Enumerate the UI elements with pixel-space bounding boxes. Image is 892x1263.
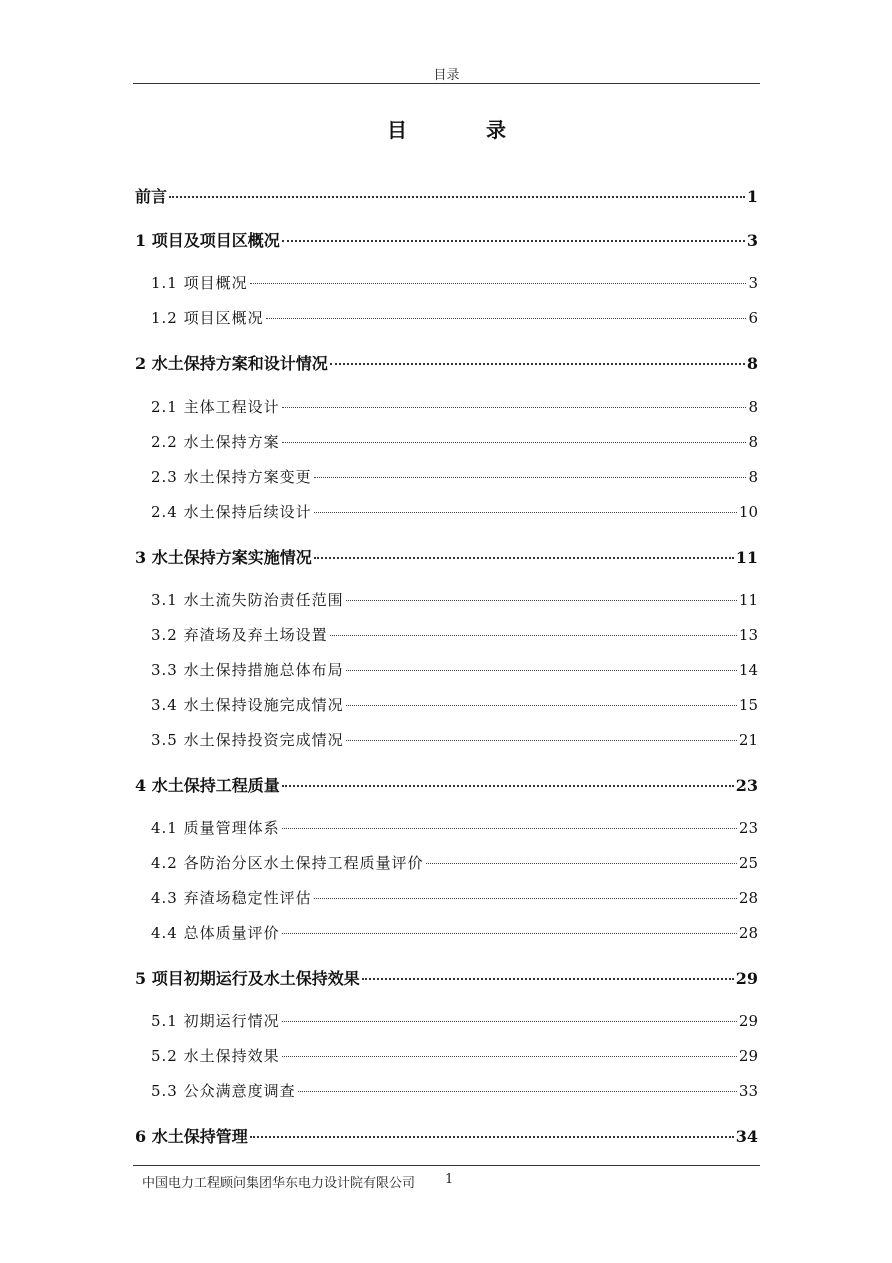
toc-entry-page-number: 8	[748, 433, 758, 451]
toc-dot-leader	[169, 195, 745, 198]
toc-dot-leader	[282, 406, 747, 408]
toc-entry-page-number: 34	[735, 1127, 758, 1146]
toc-dot-leader	[282, 239, 745, 242]
toc-dot-leader	[282, 784, 734, 787]
toc-entry-label: 4.4 总体质量评价	[151, 924, 280, 942]
toc-entry-label: 5 项目初期运行及水土保持效果	[135, 969, 360, 988]
toc-dot-leader	[282, 441, 747, 443]
toc-entry-page-number: 21	[738, 731, 758, 749]
toc-section-entry[interactable]	[151, 272, 758, 293]
toc-entry-label: 3.5 水土保持投资完成情况	[151, 731, 344, 749]
toc-section-entry[interactable]	[151, 659, 758, 680]
toc-section-entry[interactable]	[151, 694, 758, 715]
toc-entry-label: 2.4 水土保持后续设计	[151, 503, 312, 521]
toc-entry-page-number: 6	[748, 309, 758, 327]
toc-entry-label: 4.1 质量管理体系	[151, 819, 280, 837]
toc-entry-label: 5.1 初期运行情况	[151, 1012, 280, 1030]
toc-section-entry[interactable]	[151, 1010, 758, 1031]
toc-section-entry[interactable]	[151, 589, 758, 610]
toc-entry-label: 1.1 项目概况	[151, 274, 248, 292]
toc-chapter-entry[interactable]	[135, 773, 758, 796]
toc-chapter-entry[interactable]	[135, 966, 758, 989]
toc-entry-page-number: 29	[735, 969, 758, 988]
toc-dot-leader	[346, 739, 737, 741]
toc-entry-label: 3.3 水土保持措施总体布局	[151, 661, 344, 679]
toc-entry-label: 2 水土保持方案和设计情况	[135, 354, 328, 373]
toc-entry-label: 2.3 水土保持方案变更	[151, 468, 312, 486]
toc-entry-page-number: 3	[746, 231, 758, 250]
toc-dot-leader	[330, 634, 737, 636]
toc-entry-page-number: 23	[738, 819, 758, 837]
toc-dot-leader	[298, 1090, 737, 1092]
toc-section-entry[interactable]	[151, 922, 758, 943]
toc-entry-label: 4.2 各防治分区水土保持工程质量评价	[151, 854, 424, 872]
toc-entry-label: 3 水土保持方案实施情况	[135, 548, 312, 567]
toc-dot-leader	[346, 599, 737, 601]
toc-entry-label: 4 水土保持工程质量	[135, 776, 280, 795]
toc-dot-leader	[314, 511, 737, 513]
footer-divider	[133, 1165, 760, 1166]
toc-entry-label: 3.4 水土保持设施完成情况	[151, 696, 344, 714]
toc-dot-leader	[314, 556, 734, 559]
toc-chapter-entry[interactable]	[135, 351, 758, 374]
header-divider	[133, 83, 760, 84]
toc-section-entry[interactable]	[151, 624, 758, 645]
toc-entry-page-number: 11	[735, 548, 758, 567]
toc-entry-label: 4.3 弃渣场稳定性评估	[151, 889, 312, 907]
toc-chapter-entry[interactable]	[135, 545, 758, 568]
footer-page-number: 1	[445, 1172, 454, 1187]
toc-dot-leader	[426, 862, 737, 864]
toc-entry-page-number: 3	[748, 274, 758, 292]
toc-section-entry[interactable]	[151, 396, 758, 417]
footer-organization: 中国电力工程顾问集团华东电力设计院有限公司	[142, 1176, 416, 1191]
running-header: 目录	[433, 68, 460, 83]
toc-section-entry[interactable]	[151, 852, 758, 873]
toc-section-entry[interactable]	[151, 729, 758, 750]
toc-entry-label: 2.1 主体工程设计	[151, 398, 280, 416]
toc-dot-leader	[266, 317, 747, 319]
toc-entry-label: 2.2 水土保持方案	[151, 433, 280, 451]
toc-section-entry[interactable]	[151, 466, 758, 487]
toc-dot-leader	[362, 977, 734, 980]
toc-entry-page-number: 13	[738, 626, 758, 644]
toc-dot-leader	[346, 669, 737, 671]
toc-dot-leader	[282, 932, 737, 934]
toc-entry-page-number: 29	[738, 1012, 758, 1030]
toc-entry-label: 5.2 水土保持效果	[151, 1047, 280, 1065]
toc-dot-leader	[314, 897, 737, 899]
toc-dot-leader	[282, 1055, 737, 1057]
toc-chapter-entry[interactable]	[135, 228, 758, 251]
toc-dot-leader	[314, 476, 747, 478]
toc-title: 目 录	[387, 118, 542, 142]
toc-dot-leader	[250, 1135, 734, 1138]
toc-section-entry[interactable]	[151, 1080, 758, 1101]
toc-entry-page-number: 28	[738, 924, 758, 942]
toc-entry-page-number: 8	[748, 398, 758, 416]
toc-section-entry[interactable]	[151, 817, 758, 838]
toc-section-entry[interactable]	[151, 431, 758, 452]
toc-entry-label: 前言	[135, 187, 168, 206]
toc-entry-page-number: 23	[735, 776, 758, 795]
toc-section-entry[interactable]	[151, 1045, 758, 1066]
toc-dot-leader	[330, 362, 745, 365]
toc-dot-leader	[282, 1020, 737, 1022]
toc-entry-label: 1.2 项目区概况	[151, 309, 264, 327]
toc-entry-label: 1 项目及项目区概况	[135, 231, 280, 250]
toc-entry-label: 5.3 公众满意度调查	[151, 1082, 296, 1100]
toc-section-entry[interactable]	[151, 307, 758, 328]
toc-entry-page-number: 8	[746, 354, 758, 373]
toc-dot-leader	[282, 827, 737, 829]
toc-entry-page-number: 14	[738, 661, 758, 679]
toc-entry-page-number: 15	[738, 696, 758, 714]
toc-entry-page-number: 28	[738, 889, 758, 907]
toc-entry-page-number: 25	[738, 854, 758, 872]
toc-entry-label: 6 水土保持管理	[135, 1127, 248, 1146]
toc-entry-page-number: 10	[738, 503, 758, 521]
toc-dot-leader	[250, 282, 747, 284]
toc-chapter-entry[interactable]	[135, 184, 758, 207]
toc-dot-leader	[346, 704, 737, 706]
toc-entry-page-number: 11	[738, 591, 758, 609]
toc-section-entry[interactable]	[151, 887, 758, 908]
toc-chapter-entry[interactable]	[135, 1124, 758, 1147]
toc-entry-label: 3.2 弃渣场及弃土场设置	[151, 626, 328, 644]
toc-entry-page-number: 1	[746, 187, 758, 206]
toc-entry-label: 3.1 水土流失防治责任范围	[151, 591, 344, 609]
toc-section-entry[interactable]	[151, 501, 758, 522]
toc-entry-page-number: 29	[738, 1047, 758, 1065]
toc-entry-page-number: 33	[738, 1082, 758, 1100]
toc-entry-page-number: 8	[748, 468, 758, 486]
